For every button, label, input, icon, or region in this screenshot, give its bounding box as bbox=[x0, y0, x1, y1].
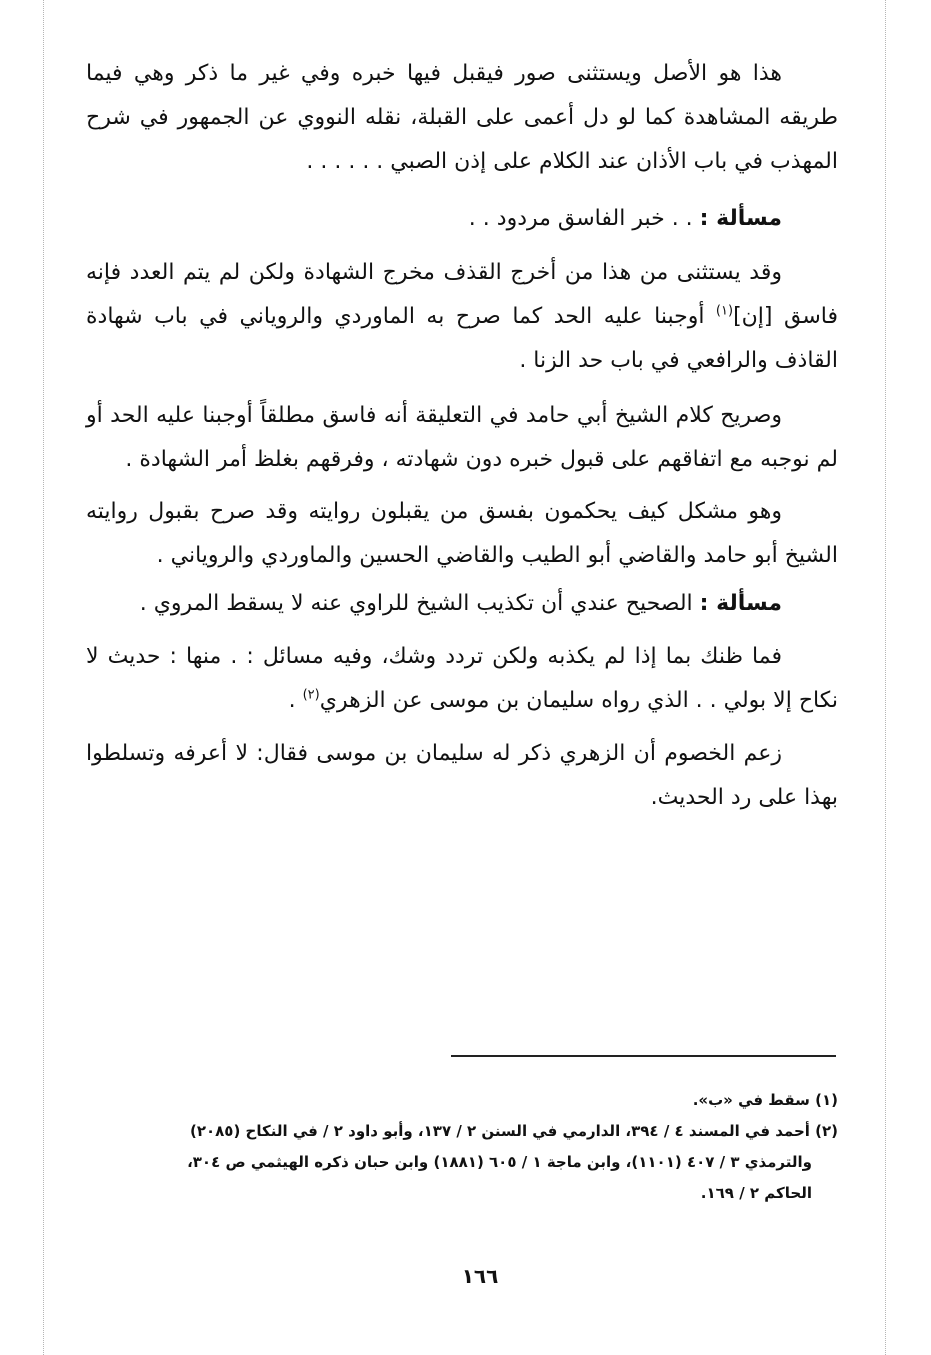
page-number: ١٦٦ bbox=[461, 1264, 499, 1288]
footnote-2-line-1: (٢) أحمد في المسند ٤ / ٣٩٤، الدارمي في السنن ٢ / ١٣٧، وأبو داود ٢ / في النكاح (٢٠٨٥) bbox=[189, 1122, 838, 1140]
paragraph-7-text-b: . bbox=[288, 688, 303, 713]
footnote-1: (١) سقط في «ب». bbox=[692, 1091, 838, 1109]
guide-line-right bbox=[885, 0, 886, 1355]
footnote-2-line-3: الحاكم ٢ / ١٦٩. bbox=[700, 1184, 812, 1202]
paragraph-6-text: الصحيح عندي أن تكذيب الشيخ للراوي عنه لا يسقط المروي . bbox=[139, 591, 700, 616]
paragraph-7-text-a: فما ظنك بما إذا لم يكذبه ولكن تردد وشك، وفيه مسائل : . منها : حديث لا نكاح إلا بولي . . الذي رواه سليمان بن موسى عن الزهري bbox=[86, 644, 838, 713]
issue-label: مسألة : bbox=[699, 591, 782, 616]
paragraph-4: وصريح كلام الشيخ أبي حامد في التعليقة أنه فاسق مطلقاً أوجبنا عليه الحد أو لم نوجبه مع اتفاقهم على قبول خبره دون شهادته ، وفرقهم بغلظ أمر الشهادة . bbox=[86, 403, 838, 472]
paragraph-3-text-a: وقد يستثنى من هذا من أخرج القذف مخرج الشهادة ولكن لم يتم العدد فإنه فاسق [إن] bbox=[86, 260, 838, 329]
paragraph-7 bbox=[86, 635, 838, 723]
issue-label: مسألة : bbox=[699, 206, 782, 231]
footnote-ref-2[interactable]: (٢) bbox=[302, 687, 320, 703]
paragraph-2 bbox=[86, 197, 838, 241]
paragraph-5: وهو مشكل كيف يحكمون بفسق من يقبلون روايته وقد صرح بقبول روايته الشيخ أبو حامد والقاضي أبو الطيب والقاضي الحسين والماوردي والروياني . bbox=[86, 499, 838, 568]
footnote-ref-1[interactable]: (١) bbox=[715, 303, 734, 319]
paragraph-8: زعم الخصوم أن الزهري ذكر له سليمان بن موسى فقال: لا أعرفه وتسلطوا بهذا على رد الحديث. bbox=[86, 741, 838, 810]
footnotes bbox=[86, 1085, 838, 1209]
paragraph-1: هذا هو الأصل ويستثنى صور فيقبل فيها خبره وفي غير ما ذكر وهي فيما طريقه المشاهدة كما لو دل أعمى على القبلة، نقله النووي عن الجمهور في شرح المهذب في باب الأذان عند الكلام على إذن الصبي . . . . . . bbox=[86, 61, 838, 174]
footnote-2-line-2: والترمذي ٣ / ٤٠٧ (١١٠١)، وابن ماجة ١ / ٦٠٥ (١٨٨١) وابن حبان ذكره الهيثمي ص ٣٠٤، bbox=[187, 1153, 812, 1171]
paragraph-3 bbox=[86, 251, 838, 383]
paragraph-2-text: . . خبر الفاسق مردود . . bbox=[468, 206, 700, 231]
guide-line-left bbox=[43, 0, 44, 1355]
paragraph-3-text-b: أوجبنا عليه الحد كما صرح به الماوردي والروياني في باب شهادة القاذف والرافعي في باب حد الزنا . bbox=[86, 304, 838, 373]
footnote-separator bbox=[451, 1055, 836, 1057]
paragraph-6 bbox=[86, 582, 838, 626]
